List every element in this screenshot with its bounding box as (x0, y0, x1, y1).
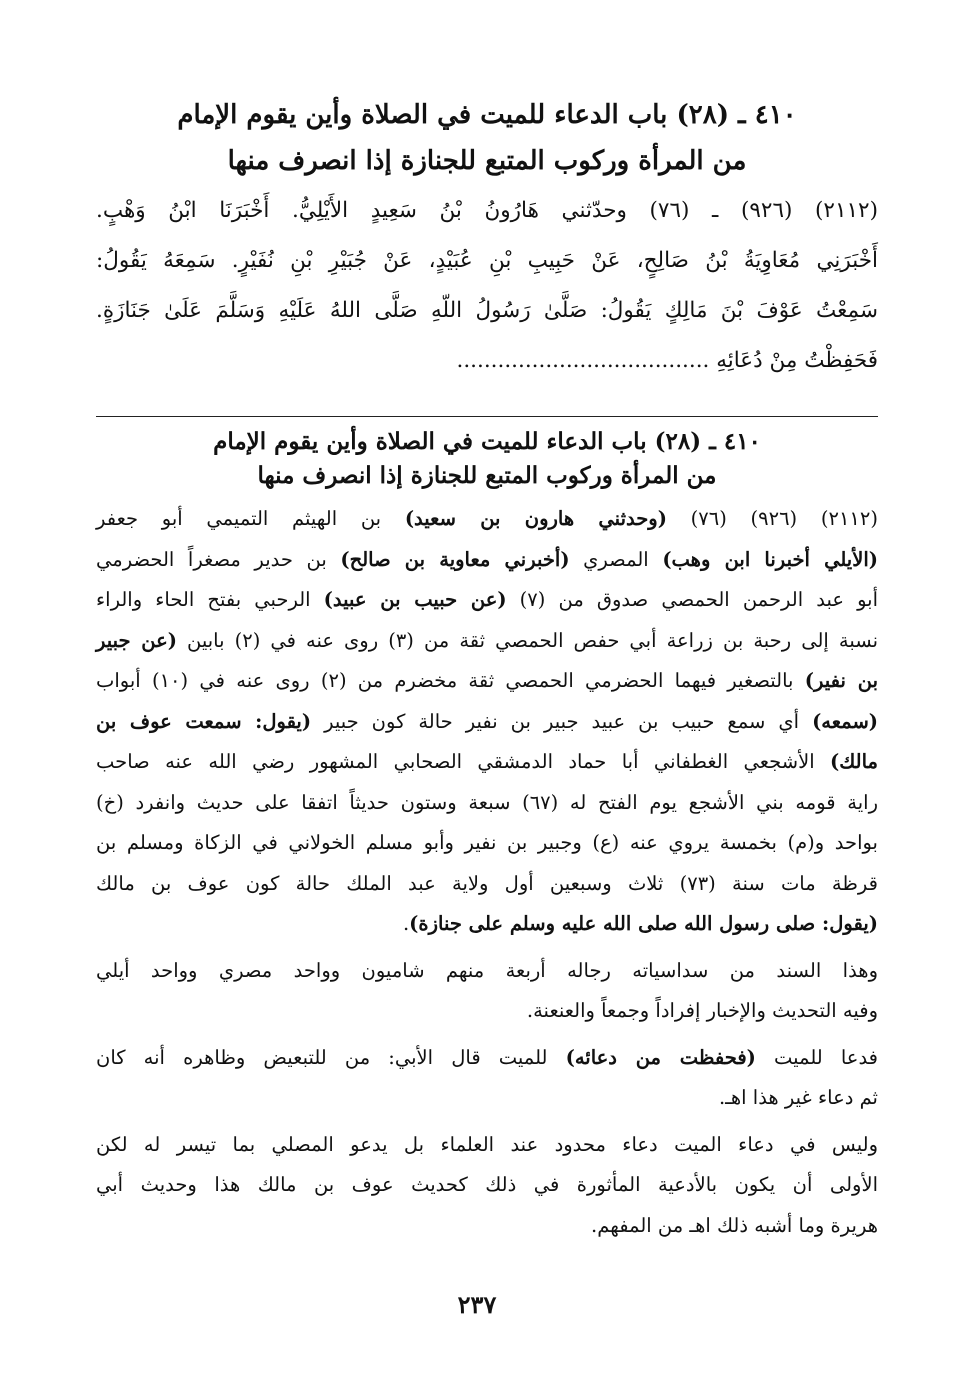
commentary-line: بن نفير) بالتصغير فيهما الحضرمي الحمصي ثقة مخضرم من (٢) روى عنه في (١٠) أبواب (96, 669, 879, 692)
commentary-heading-line-1: ٤١٠ ـ (٢٨) باب الدعاء للميت في الصلاة وأين يقوم الإمام (213, 428, 761, 455)
chapter-heading-line-1: ٤١٠ ـ (٢٨) باب الدعاء للميت في الصلاة وأين يقوم الإمام (177, 100, 797, 130)
commentary-line: وهذا السند من سداسياته رجاله أربعة منهم شاميون وواحد مصري وواحد أيلي (96, 958, 878, 982)
commentary-line: قرظة مات سنة (٧٣) ثلاث وسبعين أول ولاية عبد الملك حالة كون عوف بن مالك (96, 871, 878, 895)
commentary-line: مالك) الأشجعي الغطفاني أبا حماد الدمشقي الصحابي المشهور رضي الله عنه صاحب (96, 750, 878, 773)
commentary-paragraph (96, 1125, 878, 1247)
commentary-line: (٢١١٢) (٩٢٦) (٧٦) (وحدثني هارون بن سعيد) بن الهيثم التميمي أبو جعفر (96, 507, 878, 530)
chapter-heading-line-2: من المرأة وركوب المتبع للجنازة إذا انصرف منها (227, 146, 747, 176)
book-page (96, 92, 878, 1246)
commentary-line: (يقول: صلى رسول الله صلى الله عليه وسلم على جنازة). (402, 912, 878, 935)
hadith-text (96, 186, 878, 386)
commentary-heading-line-2: من المرأة وركوب المتبع للجنازة إذا انصرف منها (257, 462, 717, 489)
commentary-line: (الأيلي أخبرنا ابن وهب) المصري (أخبرني معاوية بن صالح) بن حدير مصغراً الحضرمي (96, 547, 879, 571)
hadith-line: سَمِعْتُ عَوْفَ بْنَ مَالِكٍ يَقُولُ: صَلَّىٰ رَسُولُ اللّهِ صَلَّى اللهُ عَلَيْهِ وَسَلَّمَ عَلَىٰ جَنَازَةٍ. (96, 298, 878, 323)
commentary-paragraph (96, 1038, 878, 1119)
commentary-text (96, 499, 878, 1246)
commentary-line: (سمعه) أي سمع حبيب بن عبيد جبير بن نفير حالة كون جبير (يقول: سمعت عوف بن (96, 709, 879, 733)
commentary-heading (96, 425, 878, 493)
commentary-line: وليس في دعاء الميت دعاء محدود عند العلماء بل يدعو المصلي بما تيسر له لكن (96, 1132, 878, 1156)
commentary-paragraph (96, 499, 878, 945)
commentary-line: وفيه التحديث والإخبار إفراداً وجمعاً والعنعنة. (526, 999, 878, 1022)
hadith-line: فَحَفِظْتُ مِنْ دُعَائِهِ ..................................... (456, 348, 878, 373)
commentary-line: هريرة وما أشبه ذلك اهـ من المفهم. (591, 1213, 878, 1237)
commentary-line: نسبة إلى رحبة بن زراعة أبي حفص الحمصي ثقة من (٣) روى عنه في (٢) بابين (عن جبير (96, 628, 879, 652)
chapter-heading (96, 92, 878, 184)
page-number: ٢٣٧ (457, 1290, 497, 1319)
commentary-line: أبو عبد الرحمن الحمصي صدوق من (٧) (عن حبيب بن عبيد) الرحبي بفتح الحاء والراء (96, 588, 878, 611)
section-divider (96, 416, 878, 417)
commentary-line: الأولى أن يكون بالأدعية المأثورة في ذلك كحديث عوف بن مالك هذا وحديث أبي (96, 1173, 878, 1196)
commentary-line: فدعا للميت (فحفظت من دعائه) للميت قال الأبي: من للتبعيض وظاهره أنه كان (96, 1045, 878, 1069)
hadith-line: أَخْبَرَنِي مُعَاوِيَةُ بْنُ صَالِحٍ، عَنْ حَبِيبِ بْنِ عُبَيْدٍ، عَنْ جُبَيْرِ بْنِ نُفَيْرٍ. سَمِعَهُ يَقُولُ: (96, 248, 878, 273)
commentary-line: راية قومه بني الأشجع يوم الفتح له (٦٧) سبعة وستون حديثاً اتفقا على حديث وانفرد (خ) (96, 790, 878, 814)
hadith-line: (٢١١٢) (٩٢٦) ـ (٧٦) وحدّثني هَارُونُ بْنُ سَعِيدٍ الأَيْلِيُّ. أَخْبَرَنَا ابْنُ وَهْبٍ. (96, 198, 878, 223)
commentary-line: ثم دعاء غير هذا اهـ. (718, 1086, 878, 1109)
commentary-line: بواحد و(م) بخمسة يروي عنه (ع) وجبير بن نفير وأبو مسلم الخولاني في الزكاة ومسلم بن (96, 831, 878, 854)
commentary-paragraph (96, 951, 878, 1032)
